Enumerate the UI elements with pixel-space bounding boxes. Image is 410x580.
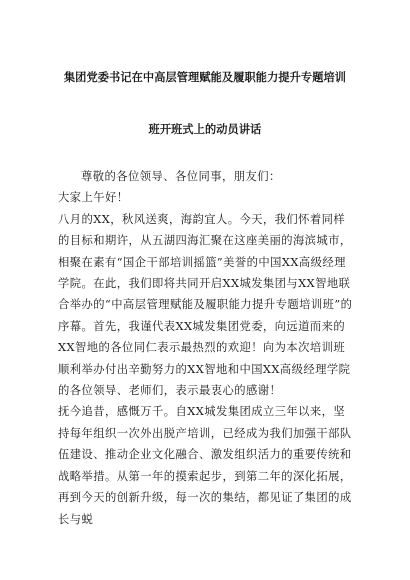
document-title-line-2: 班开班式上的动员讲话 [148,123,262,136]
body-paragraph-1: 八月的XX，秋风送爽，海韵宜人。今天，我们怀着同样的目标和期许，从五湖四海汇聚在这座美丽的海滨城市，相聚在素有“国企干部培训摇篮”美誉的中国XX高级经理学院。在此，我们即将共同开启XX城发集团与XX智地联合举办的“中高层管理赋能及履职能力提升专题培训班”的序幕。首先，我谨代表XX城发集团党委，向远道而来的XX智地的各位同仁表示最热烈的欢迎！向为本次培训班顺利举办付出辛勤努力的XX智地和中国XX高级经理学院的各位领导、老师们，表示最衷心的感谢！ [58,212,353,398]
body-paragraph-2: 抚今追昔，感慨万千。自XX城发集团成立三年以来，坚持每年组织一次外出脱产培训，已经成为我们加强干部队伍建设、推动企业文化融合、激发组织活力的重要传统和战略举措。从第一年的摸索起步，到第二年的深化拓展，再到今天的创新升级，每一次的集结，都见证了集团的成长与蜕 [58,405,352,526]
greeting: 大家上午好！ [58,191,129,205]
document-title-line-1: 集团党委书记在中高层管理赋能及履职能力提升专题培训 [63,71,347,84]
document-body [58,166,354,530]
salutation: 尊敬的各位领导、各位同事，朋友们： [81,170,281,183]
